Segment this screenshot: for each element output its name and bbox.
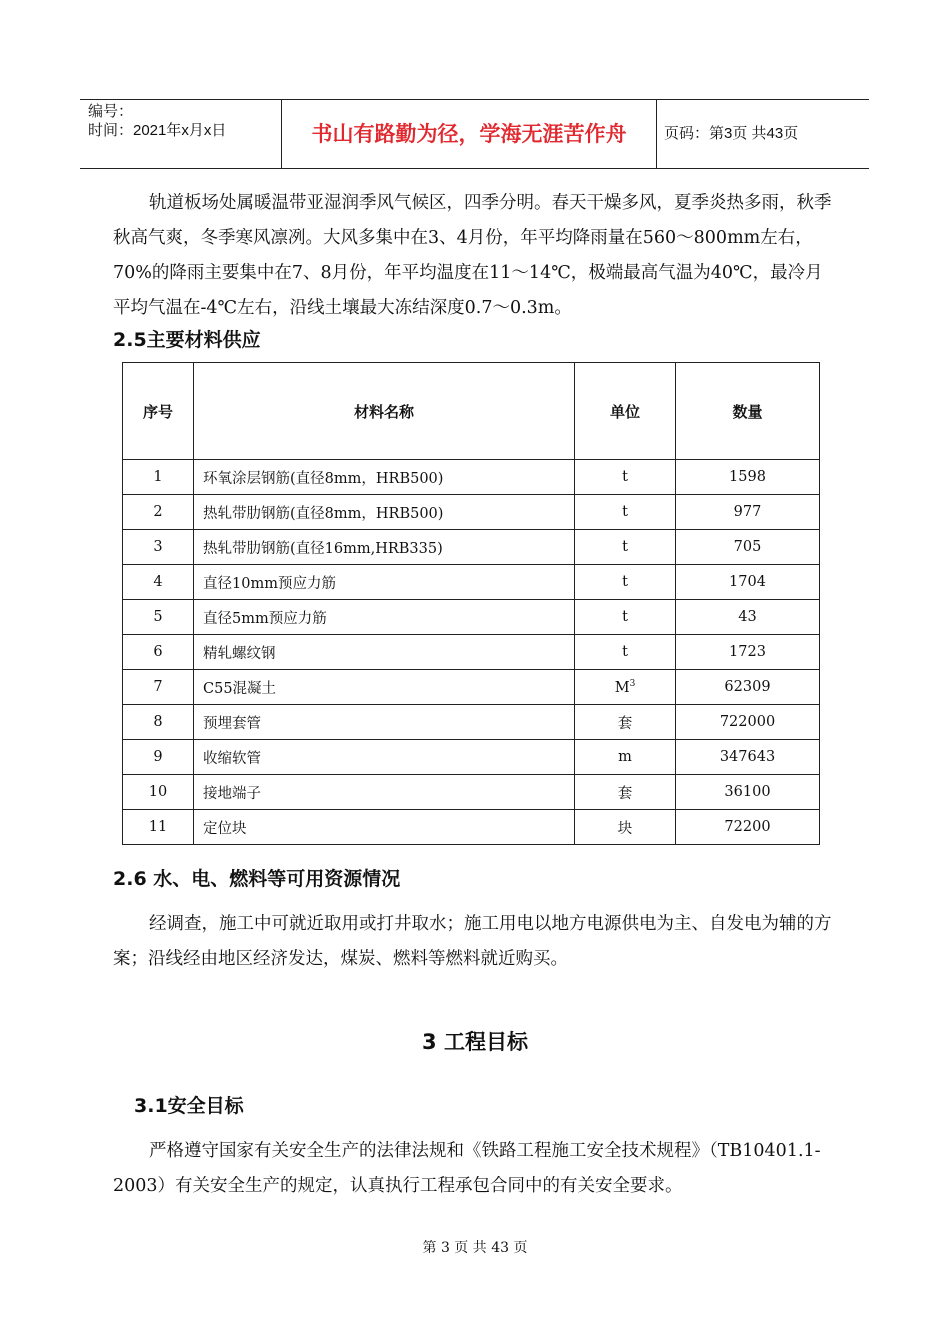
row-unit: t: [575, 460, 676, 495]
climate-text: 轨道板场处属暖温带亚湿润季风气候区，四季分明。春天干燥多风，夏季炎热多雨，秋季秋高气爽，冬季寒风凛冽。大风多集中在3、4月份，年平均降雨量在560～800mm左右，70%的降雨主要集中在7、8月份，年平均温度在11～14℃，极端最高气温为40℃，最冷月平均气温在-4℃左右，沿线土壤最大冻结深度0.7～0.3m。: [113, 193, 832, 318]
row-no: 3: [123, 530, 194, 565]
row-qty: 62309: [676, 670, 820, 705]
row-qty: 1723: [676, 635, 820, 670]
row-name: 直径10mm预应力筋: [194, 565, 575, 600]
table-header-row: [123, 363, 820, 460]
row-qty: 722000: [676, 705, 820, 740]
row-no: 1: [123, 460, 194, 495]
time-label: 时间：2021年x月x日: [88, 122, 227, 139]
section-2-6-title: 2.6 水、电、燃料等可用资源情况: [113, 868, 401, 890]
unit-superscript: 3: [629, 678, 636, 689]
row-unit: m: [575, 740, 676, 775]
row-name: 热轧带肋钢筋(直径16mm,HRB335): [194, 530, 575, 565]
number-label: 编号：: [88, 103, 134, 120]
chapter-3-title: 3 工程目标: [422, 1030, 528, 1054]
col-header-name: 材料名称: [194, 363, 575, 460]
row-name: 定位块: [194, 810, 575, 845]
row-name: 接地端子: [194, 775, 575, 810]
row-name: 热轧带肋钢筋(直径8mm，HRB500): [194, 495, 575, 530]
table-row: [123, 530, 820, 565]
table-row: [123, 460, 820, 495]
row-name: 预埋套管: [194, 705, 575, 740]
row-unit: 套: [575, 775, 676, 810]
table-row: [123, 705, 820, 740]
row-name: 直径5mm预应力筋: [194, 600, 575, 635]
row-unit: 套: [575, 705, 676, 740]
resources-paragraph: [113, 907, 839, 977]
row-qty: 705: [676, 530, 820, 565]
row-name: 收缩软管: [194, 740, 575, 775]
row-no: 9: [123, 740, 194, 775]
row-name: C55混凝土: [194, 670, 575, 705]
row-qty: 977: [676, 495, 820, 530]
header-meta: [80, 100, 281, 168]
col-header-no: 序号: [123, 363, 194, 460]
header-motto: 书山有路勤为径，学海无涯苦作舟: [281, 100, 657, 168]
row-name: 精轧螺纹钢: [194, 635, 575, 670]
row-no: 10: [123, 775, 194, 810]
row-unit: [575, 670, 676, 705]
row-unit: t: [575, 530, 676, 565]
row-unit: t: [575, 600, 676, 635]
table-row: [123, 600, 820, 635]
row-no: 11: [123, 810, 194, 845]
climate-paragraph: [113, 186, 839, 326]
row-no: 7: [123, 670, 194, 705]
col-header-unit: 单位: [575, 363, 676, 460]
safety-paragraph: [113, 1134, 839, 1204]
row-qty: 1598: [676, 460, 820, 495]
row-name: 环氧涂层钢筋(直径8mm，HRB500): [194, 460, 575, 495]
row-no: 8: [123, 705, 194, 740]
row-no: 4: [123, 565, 194, 600]
row-qty: 72200: [676, 810, 820, 845]
section-2-5-title: 2.5主要材料供应: [113, 329, 261, 351]
table-row: [123, 495, 820, 530]
page-header: [80, 99, 869, 169]
row-unit: 块: [575, 810, 676, 845]
table-row: [123, 565, 820, 600]
section-3-1-title: 3.1安全目标: [134, 1095, 244, 1117]
row-qty: 1704: [676, 565, 820, 600]
table-row: [123, 635, 820, 670]
table-row: [123, 740, 820, 775]
page-footer: 第 3 页 共 43 页: [422, 1240, 528, 1256]
materials-table: [122, 362, 820, 845]
row-unit: t: [575, 565, 676, 600]
row-qty: 36100: [676, 775, 820, 810]
table-row: [123, 775, 820, 810]
row-no: 2: [123, 495, 194, 530]
table-row: [123, 810, 820, 845]
safety-text: 严格遵守国家有关安全生产的法律法规和《铁路工程施工安全技术规程》（TB10401.1-2003）有关安全生产的规定，认真执行工程承包合同中的有关安全要求。: [113, 1141, 821, 1196]
header-page-label: 页码：第3页 共43页: [664, 125, 799, 142]
unit-base: M: [614, 679, 630, 696]
row-no: 6: [123, 635, 194, 670]
col-header-qty: 数量: [676, 363, 820, 460]
row-unit: t: [575, 495, 676, 530]
resources-text: 经调查，施工中可就近取用或打井取水；施工用电以地方电源供电为主、自发电为辅的方案；沿线经由地区经济发达，煤炭、燃料等燃料就近购买。: [113, 914, 832, 969]
row-unit: t: [575, 635, 676, 670]
table-row: [123, 670, 820, 705]
row-qty: 43: [676, 600, 820, 635]
row-no: 5: [123, 600, 194, 635]
row-qty: 347643: [676, 740, 820, 775]
